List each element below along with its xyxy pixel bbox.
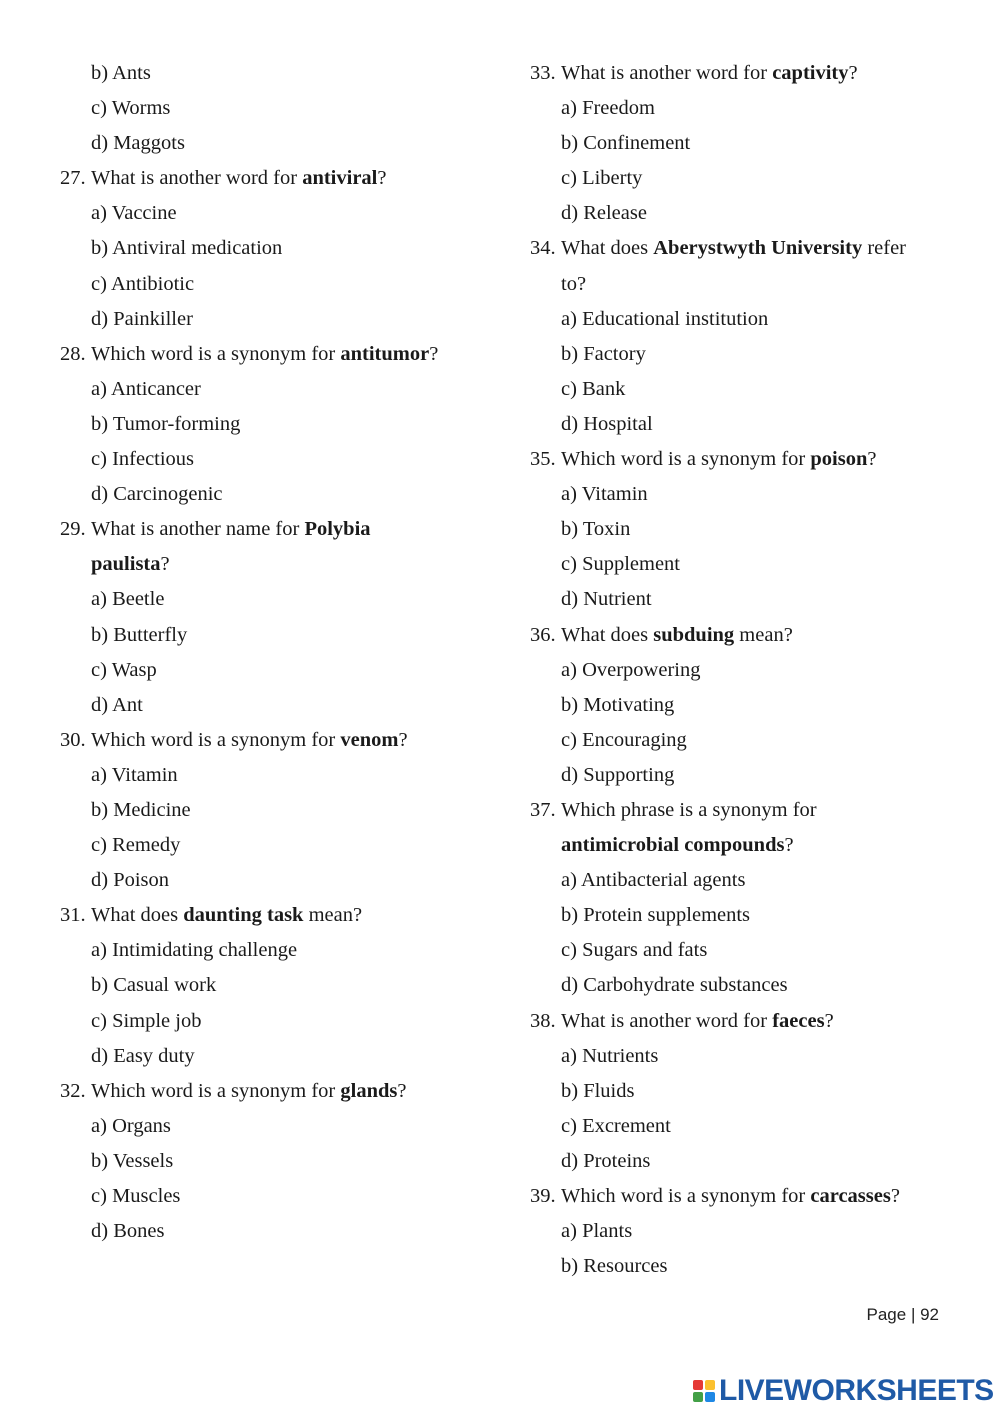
option-36c: c) Encouraging — [561, 728, 687, 751]
option-31d: d) Easy duty — [91, 1044, 195, 1067]
liveworksheets-logo[interactable] — [693, 1374, 994, 1408]
question-37-continuation: antimicrobial compounds? — [561, 834, 794, 857]
option-33c: c) Liberty — [561, 167, 643, 190]
option-38c: c) Excrement — [561, 1114, 671, 1137]
question-38: 38. What is another word for faeces? — [530, 1004, 970, 1039]
logo-square-red — [693, 1380, 703, 1390]
question-37: 37. Which phrase is a synonym for — [530, 793, 970, 828]
question-number: 32. — [60, 1079, 86, 1102]
option-34b: b) Factory — [561, 342, 646, 365]
question-34: 34. What does Aberystwyth University refer — [530, 231, 970, 266]
logo-square-yellow — [705, 1380, 715, 1390]
option-33b: b) Confinement — [561, 132, 691, 155]
option-29a: a) Beetle — [91, 588, 165, 611]
liveworksheets-logo-icon — [693, 1380, 715, 1402]
question-31: 31. What does daunting task mean? — [60, 898, 490, 933]
page-number: Page | 92 — [866, 1305, 939, 1324]
option-38a: a) Nutrients — [561, 1044, 659, 1067]
option-29c: c) Wasp — [91, 658, 157, 681]
option-28c: c) Infectious — [91, 448, 195, 471]
option-28b: b) Tumor-forming — [91, 412, 241, 435]
question-27: 27. What is another word for antiviral? — [60, 161, 490, 196]
logo-square-blue — [705, 1392, 715, 1402]
option-38d: d) Proteins — [561, 1149, 651, 1172]
option-27b: b) Antiviral medication — [91, 237, 283, 260]
logo-text: LIVEWORKSHEETS — [719, 1374, 994, 1407]
option-28d: d) Carcinogenic — [91, 483, 223, 506]
option-32b: b) Vessels — [91, 1149, 174, 1172]
question-28: 28. Which word is a synonym for antitumor? — [60, 337, 490, 372]
option-34a: a) Educational institution — [561, 307, 769, 330]
right-column — [530, 56, 970, 1284]
logo-square-green — [693, 1392, 703, 1402]
option-31a: a) Intimidating challenge — [91, 939, 298, 962]
question-30: 30. Which word is a synonym for venom? — [60, 723, 490, 758]
question-number: 31. — [60, 904, 86, 927]
option-35b: b) Toxin — [561, 518, 631, 541]
option-27a: a) Vaccine — [91, 202, 177, 225]
option-26b: b) Ants — [91, 62, 151, 84]
question-number: 36. — [530, 623, 556, 646]
question-number: 27. — [60, 167, 86, 190]
question-number: 28. — [60, 342, 86, 365]
question-number: 38. — [530, 1009, 556, 1032]
option-32c: c) Muscles — [91, 1185, 181, 1207]
question-35: 35. Which word is a synonym for poison? — [530, 442, 970, 477]
option-30a: a) Vitamin — [91, 763, 178, 786]
option-37b: b) Protein supplements — [561, 904, 751, 927]
question-number: 33. — [530, 62, 556, 84]
question-number: 37. — [530, 798, 556, 821]
option-27d: d) Painkiller — [91, 307, 193, 330]
question-34-continuation: to? — [561, 272, 587, 295]
option-39b: b) Resources — [561, 1255, 668, 1278]
option-31b: b) Casual work — [91, 974, 217, 997]
option-36d: d) Supporting — [561, 763, 675, 786]
option-29d: d) Ant — [91, 693, 143, 716]
option-32d: d) Bones — [91, 1220, 165, 1243]
option-33a: a) Freedom — [561, 97, 655, 120]
option-36b: b) Motivating — [561, 693, 675, 716]
option-27c: c) Antibiotic — [91, 272, 195, 295]
option-34d: d) Hospital — [561, 412, 653, 435]
question-number: 34. — [530, 237, 556, 260]
question-number: 35. — [530, 448, 556, 471]
question-39: 39. Which word is a synonym for carcasses? — [530, 1179, 970, 1214]
question-33: 33. What is another word for captivity? — [530, 56, 970, 91]
question-number: 30. — [60, 728, 86, 751]
option-26c: c) Worms — [91, 97, 171, 120]
option-34c: c) Bank — [561, 377, 626, 400]
option-37c: c) Sugars and fats — [561, 939, 708, 962]
option-28a: a) Anticancer — [91, 377, 201, 400]
question-number: 39. — [530, 1185, 556, 1207]
option-35a: a) Vitamin — [561, 483, 648, 506]
option-30d: d) Poison — [91, 869, 170, 892]
option-29b: b) Butterfly — [91, 623, 188, 646]
option-35d: d) Nutrient — [561, 588, 652, 611]
option-32a: a) Organs — [91, 1114, 171, 1137]
option-38b: b) Fluids — [561, 1079, 635, 1102]
option-37d: d) Carbohydrate substances — [561, 974, 788, 997]
question-number: 29. — [60, 518, 86, 541]
option-30b: b) Medicine — [91, 798, 191, 821]
option-33d: d) Release — [561, 202, 647, 225]
question-29: 29. What is another name for Polybia — [60, 512, 490, 547]
option-39a: a) Plants — [561, 1220, 633, 1243]
option-26d: d) Maggots — [91, 132, 185, 155]
question-36: 36. What does subduing mean? — [530, 618, 970, 653]
question-29-continuation: paulista? — [91, 553, 170, 576]
option-35c: c) Supplement — [561, 553, 680, 576]
option-36a: a) Overpowering — [561, 658, 701, 681]
option-30c: c) Remedy — [91, 834, 181, 857]
option-37a: a) Antibacterial agents — [561, 869, 746, 892]
left-column — [60, 56, 490, 1249]
question-32: 32. Which word is a synonym for glands? — [60, 1074, 490, 1109]
option-31c: c) Simple job — [91, 1009, 202, 1032]
